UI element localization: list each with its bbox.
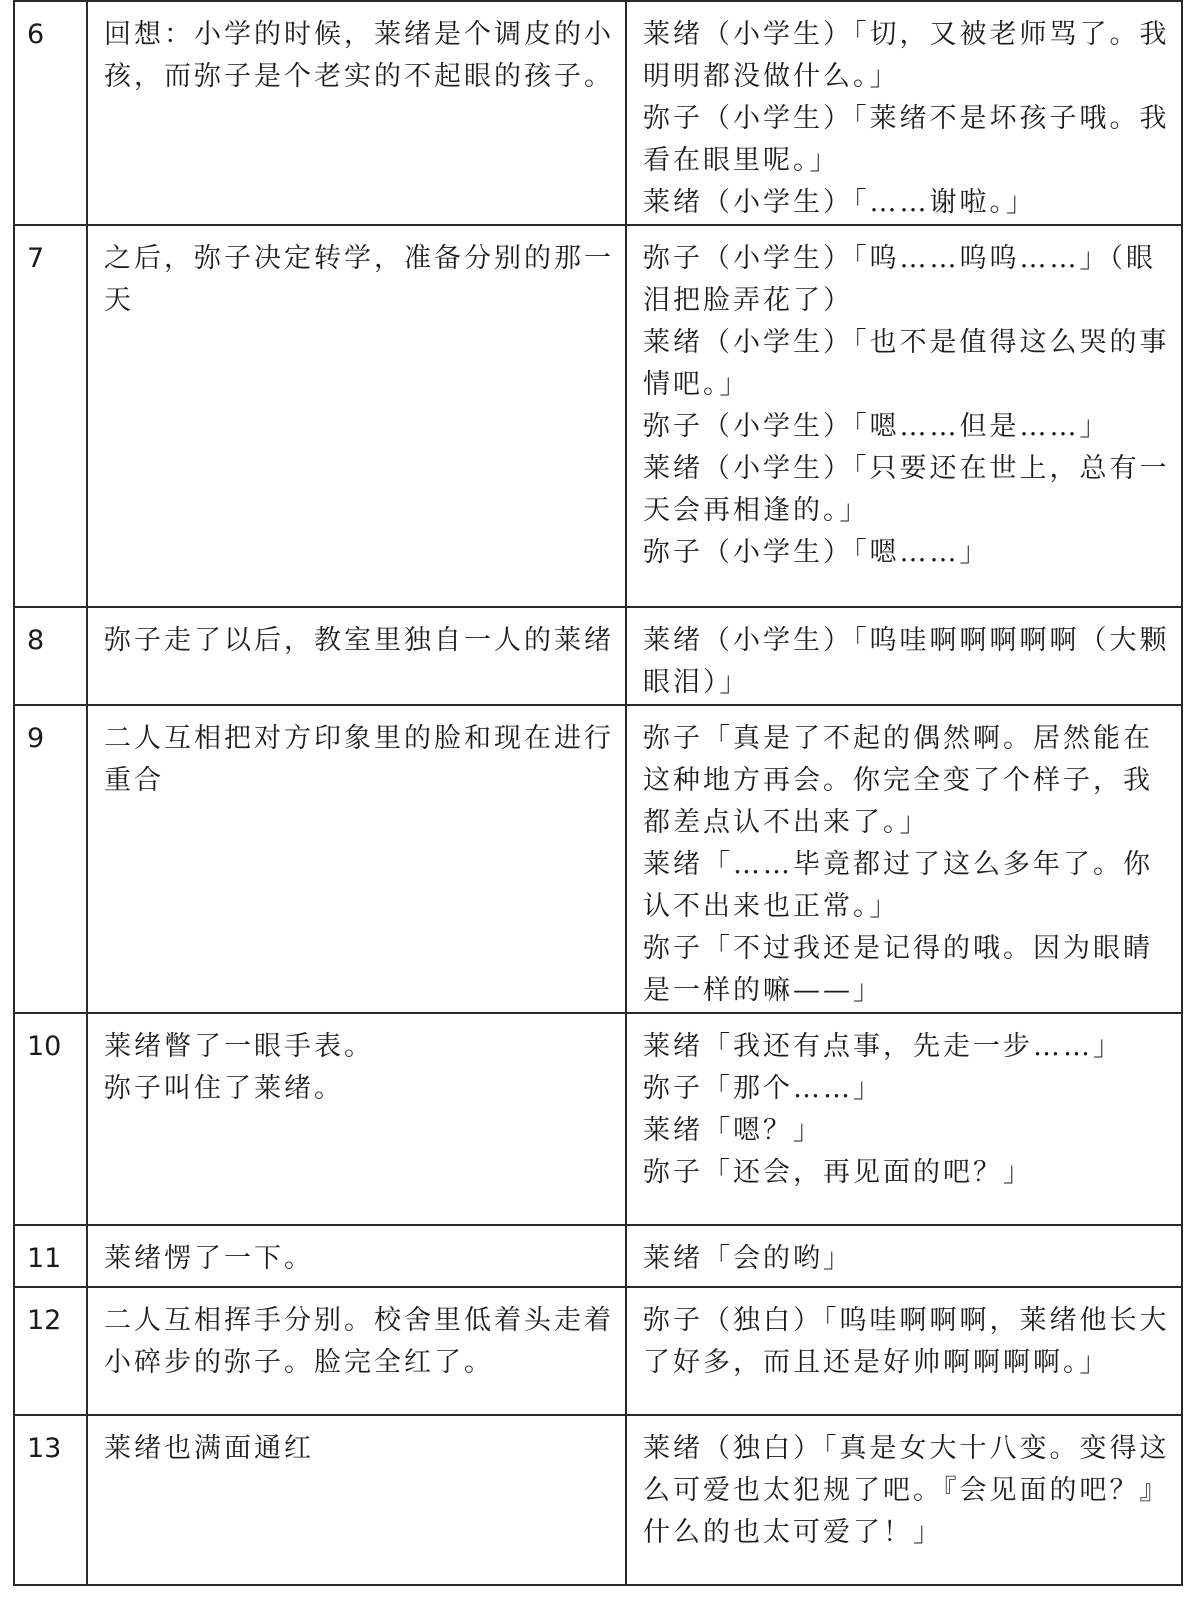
table-row — [14, 1287, 1182, 1415]
scene-description — [87, 1225, 626, 1287]
scene-description — [87, 1287, 626, 1415]
table-row — [14, 1225, 1182, 1287]
scene-line: 莱绪也满面通红 — [104, 1433, 314, 1464]
dialogue-line: 弥子「还会，再见面的吧？」 — [643, 1157, 1033, 1188]
scene-line: 弥子叫住了莱绪。 — [104, 1073, 344, 1104]
dialogue-line: 莱绪（小学生）「只要还在世上，总有一天会再相逢的。」 — [643, 453, 1170, 526]
scene-line: 回想：小学的时候，莱绪是个调皮的小孩，而弥子是个老实的不起眼的孩子。 — [104, 19, 614, 92]
scene-description — [87, 225, 626, 607]
row-number: 6 — [14, 1, 87, 225]
dialogue-line: 弥子「真是了不起的偶然啊。居然能在这种地方再会。你完全变了个样子，我都差点认不出来了。」 — [643, 723, 1153, 838]
scene-line: 弥子走了以后，教室里独自一人的莱绪 — [104, 625, 614, 656]
scene-line: 莱绪愣了一下。 — [104, 1243, 314, 1274]
dialogue-line: 莱绪（小学生）「切，又被老师骂了。我明明都没做什么。」 — [643, 19, 1170, 92]
row-number: 13 — [14, 1415, 87, 1585]
dialogue-line: 弥子「那个……」 — [643, 1073, 883, 1104]
table-row — [14, 1, 1182, 225]
table-row — [14, 225, 1182, 607]
row-number: 7 — [14, 225, 87, 607]
dialogue-line: 弥子（独白）「呜哇啊啊啊，莱绪他长大了好多，而且还是好帅啊啊啊啊。」 — [643, 1305, 1170, 1378]
dialogue-line: 弥子（小学生）「莱绪不是坏孩子哦。我看在眼里呢。」 — [643, 103, 1170, 176]
dialogue-cell — [626, 705, 1182, 1013]
scene-description — [87, 1013, 626, 1225]
dialogue-line: 莱绪「……毕竟都过了这么多年了。你认不出来也正常。」 — [643, 849, 1153, 922]
table-row — [14, 1013, 1182, 1225]
dialogue-cell — [626, 1287, 1182, 1415]
dialogue-line: 弥子（小学生）「呜……呜呜……」（眼泪把脸弄花了） — [643, 243, 1156, 316]
dialogue-line: 莱绪（小学生）「也不是值得这么哭的事情吧。」 — [643, 327, 1170, 400]
table-row — [14, 1415, 1182, 1585]
scene-line: 二人互相把对方印象里的脸和现在进行重合 — [104, 723, 614, 796]
dialogue-line: 弥子（小学生）「嗯……但是……」 — [643, 411, 1110, 442]
scene-line: 莱绪瞥了一眼手表。 — [104, 1031, 374, 1062]
dialogue-line: 弥子「不过我还是记得的哦。因为眼睛是一样的嘛——」 — [643, 933, 1153, 1006]
row-number: 8 — [14, 607, 87, 705]
scene-description — [87, 607, 626, 705]
table-row — [14, 705, 1182, 1013]
dialogue-line: 莱绪（小学生）「呜哇啊啊啊啊啊（大颗眼泪）」 — [643, 625, 1170, 698]
dialogue-cell — [626, 1415, 1182, 1585]
table-row — [14, 607, 1182, 705]
dialogue-line: 莱绪（独白）「真是女大十八变。变得这么可爱也太犯规了吧。『会见面的吧？』什么的也太可爱了！」 — [643, 1433, 1170, 1548]
dialogue-cell — [626, 1, 1182, 225]
dialogue-cell — [626, 225, 1182, 607]
dialogue-line: 莱绪「我还有点事，先走一步……」 — [643, 1031, 1123, 1062]
scene-description — [87, 705, 626, 1013]
dialogue-line: 莱绪「嗯？」 — [643, 1115, 823, 1146]
dialogue-cell — [626, 607, 1182, 705]
dialogue-line: 弥子（小学生）「嗯……」 — [643, 537, 990, 568]
row-number: 10 — [14, 1013, 87, 1225]
dialogue-line: 莱绪（小学生）「……谢啦。」 — [643, 187, 1036, 218]
dialogue-cell — [626, 1013, 1182, 1225]
scene-description — [87, 1, 626, 225]
script-table — [13, 0, 1183, 1586]
dialogue-line: 莱绪「会的哟」 — [643, 1243, 853, 1274]
row-number: 11 — [14, 1225, 87, 1287]
scene-line: 二人互相挥手分别。校舍里低着头走着小碎步的弥子。脸完全红了。 — [104, 1305, 614, 1378]
scene-line: 之后，弥子决定转学，准备分别的那一天 — [104, 243, 614, 316]
row-number: 9 — [14, 705, 87, 1013]
dialogue-cell — [626, 1225, 1182, 1287]
scene-description — [87, 1415, 626, 1585]
row-number: 12 — [14, 1287, 87, 1415]
